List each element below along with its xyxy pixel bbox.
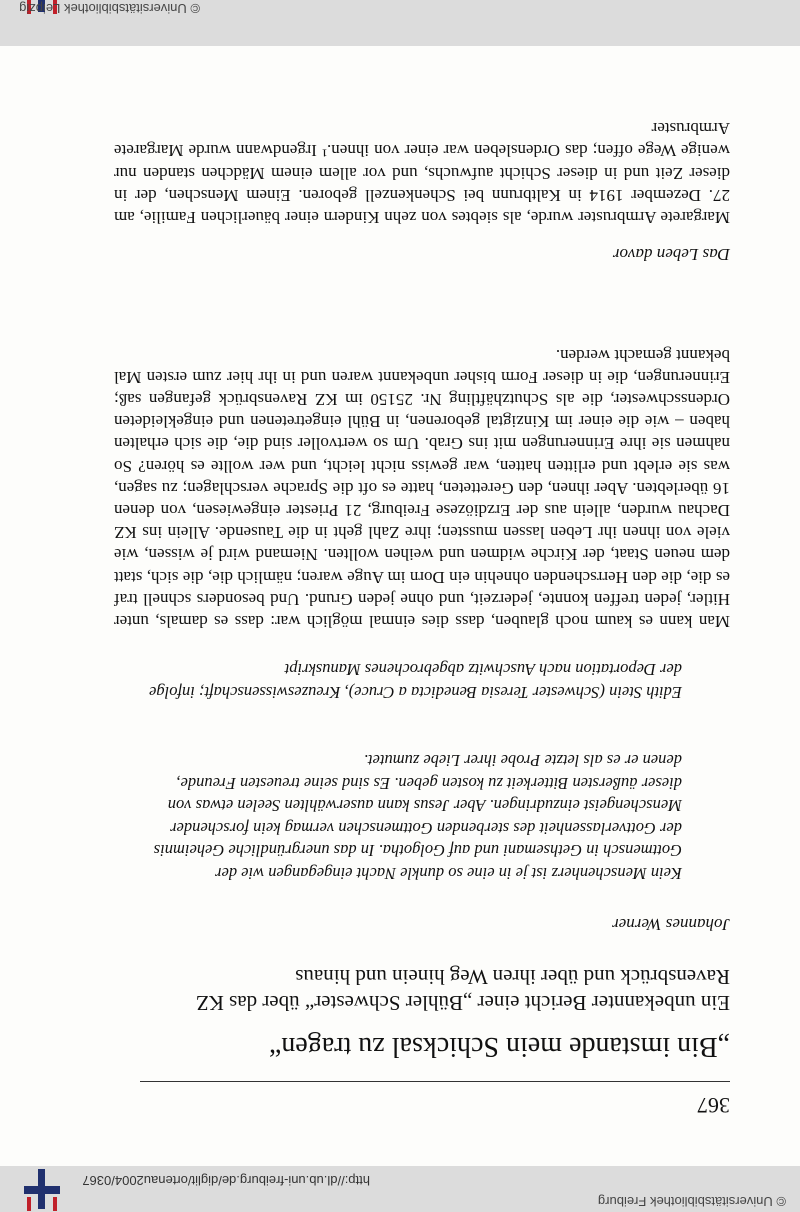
source-footer-bar bbox=[0, 0, 800, 46]
article-subtitle: Ein unbekannter Bericht einer „Bühler Schwester“ über das KZ Ravensbrück und über ihren Weg hinein und hinaus bbox=[195, 965, 730, 1015]
body-paragraph: Margarete Armbruster wurde, als siebtes von zehn Kindern einer bäuerlichen Familie, am 27. Dezember 1914 in Kaltbrunn bei Schenkenzell geboren. Einem Menschen, der in dieser Zeit und in dieser Schicht aufwuchs, und vor allem einem Mädchen standen nur wenige Wege offen; das Ordensleben war einer von ihnen.¹ Irgendwann wurde Margarete Armbruster bbox=[114, 119, 730, 227]
library-credit-footer: © Universitätsbibliothek Leipzig bbox=[19, 1, 200, 16]
epigraph-quote: Kein Menschenherz ist je in eine so dunkle Nacht eingegangen wie der Gottmensch in Gethsemani und auf Golgotha. In das unergründliche Geheimnis der Gottverlassenheit des sterbenden Gottmenschen vermag kein forschender Menschengeist einzudringen. Aber Jesus kann auserwählten Seelen etwas von dieser äußersten Bitterkeit zu kosten geben. Es sind seine treuesten Freunde, denen er es als letzte Probe ihrer Liebe zumutet. bbox=[153, 751, 682, 883]
source-header-bar bbox=[0, 1166, 800, 1212]
article-author: Johannes Werner bbox=[612, 915, 730, 934]
body-paragraph: Man kann es kaum noch glauben, dass dies einmal möglich war: dass es damals, unter Hitler, jeden treffen konnte, jederzeit, und ohne jeden Grund. Und besonders schnell traf es die, die den Herrschenden ohnehin ein Dorn im Auge waren; nämlich die, die sich, statt dem neuen Staat, der Kirche widmen und weihen wollten. Niemand wird je wissen, wie viele von ihnen ihr Leben lassen mussten; ihre Zahl geht in die Tausende. Allein ins KZ Dachau wurden, allein aus der Erzdiözese Freiburg, 21 Priester eingewiesen, von denen 16 überlebten. Aber ihnen, den Geretteten, hatte es oft die Sprache verschlagen; zu sagen, was sie erlebt und erlitten hatten, war gewiss nicht leicht, und wer wollte es hören? So nahmen sie ihre Erinnerungen mit ins Grab. Um so wertvoller sind die, die sich erhalten haben – wie die einer im Kinzigtal geborenen, in Bühl eingetretenen und eingekleideten Ordensschwester, die als Schutzhäftling Nr. 25150 im KZ Ravensbrück gefangen saß; Erinnerungen, die in dieser Form bisher unbekannt waren und in ihr hier zum ersten Mal bekannt gemacht werden. bbox=[114, 345, 730, 631]
epigraph-attribution: Edith Stein (Schwester Teresia Benedicta a Cruce), Kreuzeswissenschaft; infolge der Deportation nach Auschwitz abgebrochenes Manuskript bbox=[149, 660, 682, 702]
header-rule bbox=[140, 1081, 730, 1082]
article-title: „Bin imstande mein Schicksal zu tragen“ bbox=[268, 1031, 730, 1062]
library-credit: © Universitätsbibliothek Freiburg bbox=[597, 1194, 786, 1209]
source-url-link[interactable]: http://dl.ub.uni-freiburg.de/diglit/ortenau2004/0367 bbox=[82, 1173, 370, 1188]
page-number: 367 bbox=[697, 1093, 730, 1118]
section-heading: Das Leben davor bbox=[612, 245, 730, 264]
document-page bbox=[0, 46, 800, 1166]
university-logo-icon bbox=[24, 1169, 60, 1209]
